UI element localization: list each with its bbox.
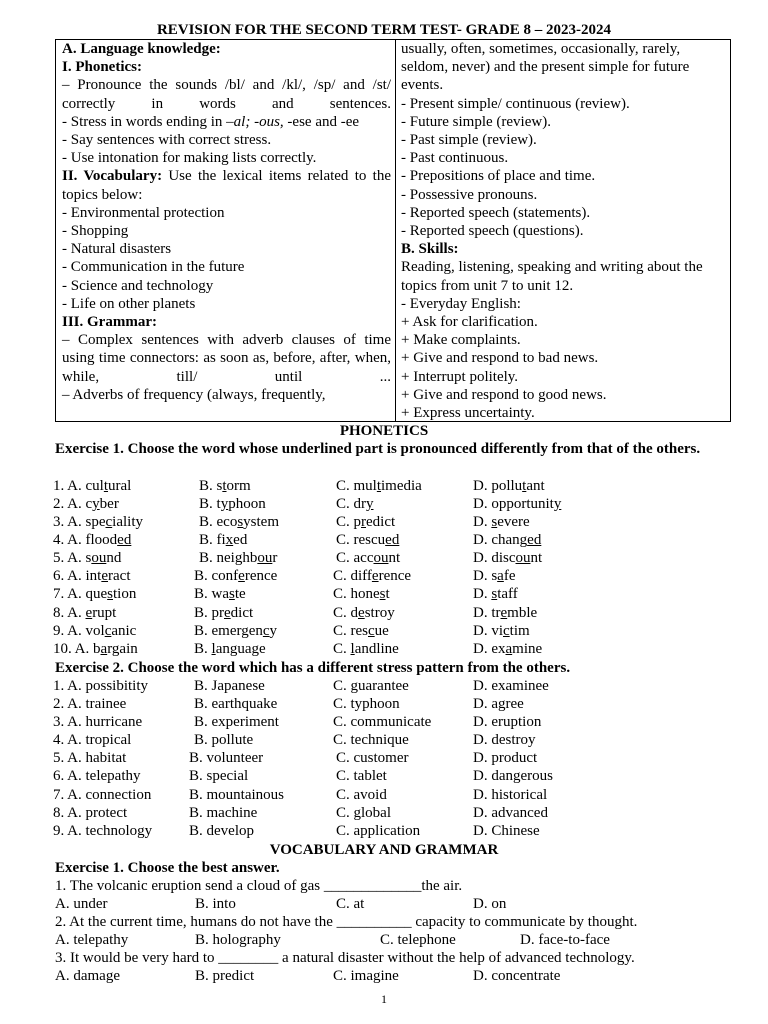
underlined-part: e [238, 568, 245, 584]
phonetics-section-heading: PHONETICS [339, 423, 429, 439]
underlined-part: c [262, 623, 270, 639]
option-a[interactable]: 9. A. technology [53, 823, 153, 839]
topic-item: - Environmental protection [62, 204, 225, 221]
option-b[interactable]: B. experiment [194, 714, 279, 730]
option-c[interactable]: C. destroy [333, 605, 395, 621]
option-d[interactable]: D. severe [473, 514, 530, 530]
option-b[interactable]: B. volunteer [189, 750, 264, 766]
option-d[interactable]: D. safe [473, 568, 516, 584]
option-b[interactable]: B. holography [195, 932, 281, 948]
option-b[interactable]: B. special [189, 768, 249, 784]
function-item: + Interrupt politely. [401, 368, 519, 385]
option-d[interactable]: D. pollutant [473, 478, 545, 494]
option-d[interactable]: D. advanced [473, 805, 548, 821]
underlined-part: t [376, 478, 382, 494]
option-c[interactable]: C. rescued [336, 532, 400, 548]
language-knowledge-heading: A. Language knowledge: [62, 41, 221, 57]
option-b[interactable]: B. mountainous [189, 787, 285, 803]
syllabus-right-column [396, 40, 730, 421]
option-a[interactable]: 3. A. hurricane [53, 714, 143, 730]
grammar-item: - Prepositions of place and time. [401, 168, 596, 185]
stress-question-row [53, 804, 753, 822]
topic-item: - Natural disasters [62, 241, 172, 258]
underlined-part: x [225, 532, 234, 548]
option-b[interactable]: B. storm [199, 478, 251, 494]
option-c[interactable]: C. landline [333, 641, 399, 657]
phonetics-exercise-2-title: Exercise 2. Choose the word which has a different stress pattern from the others. [55, 660, 571, 676]
question-1-options [53, 895, 753, 913]
grammar-point-2-continued: usually, often, sometimes, occasionally, rarely, seldom, never) and the present simple for future events. [401, 41, 690, 94]
option-c[interactable]: C. account [336, 550, 401, 566]
grammar-item: - Reported speech (statements). [401, 204, 591, 221]
underlined-part: a [497, 568, 504, 584]
option-a[interactable]: 3. A. speciality [53, 514, 143, 530]
option-c[interactable]: C. at [336, 896, 365, 912]
option-d[interactable]: D. changed [473, 532, 542, 548]
function-item: + Give and respond to good news. [401, 386, 607, 403]
topic-item: - Life on other planets [62, 295, 196, 312]
option-b[interactable]: B. typhoon [199, 496, 266, 512]
option-a[interactable]: 8. A. erupt [53, 605, 117, 621]
grammar-item: - Reported speech (questions). [401, 223, 584, 240]
underlined-part: c [503, 623, 510, 639]
underlined-part: s [491, 514, 498, 530]
grammar-item: - Past continuous. [401, 150, 509, 167]
phonetics-point-2: - Stress in words ending in –al; -ous, -ese and -ee [62, 113, 360, 130]
phonetics-question-row [53, 622, 753, 640]
underlined-part: ou [515, 550, 531, 566]
option-d[interactable]: D. product [473, 750, 538, 766]
topic-item: - Shopping [62, 223, 129, 240]
option-c[interactable]: C. customer [336, 750, 409, 766]
option-b[interactable]: B. fixed [199, 532, 248, 548]
option-c[interactable]: C. technique [333, 732, 409, 748]
option-d[interactable]: D. opportunity [473, 496, 562, 512]
stress-question-row [53, 786, 753, 804]
underlined-part: l [350, 641, 355, 657]
question-2-options [53, 931, 753, 949]
option-b[interactable]: B. machine [189, 805, 258, 821]
underlined-part: ou [373, 550, 389, 566]
underlined-part: s [491, 586, 498, 602]
underlined-part: a [505, 641, 513, 657]
underlined-part: e [85, 605, 93, 621]
skills-heading: B. Skills: [401, 241, 459, 258]
option-c[interactable]: C. honest [333, 586, 390, 602]
option-d[interactable]: D. discount [473, 550, 543, 566]
phonetics-question-row [53, 585, 753, 603]
grammar-point-1: – Complex sentences with adverb clauses of time using time connectors: as soon as, before, after, when, while, till/ until ... [62, 332, 391, 385]
underlined-part: ed [385, 532, 400, 548]
stress-question-row [53, 731, 753, 749]
phonetics-question-row [53, 513, 753, 531]
option-a[interactable]: 5. A. sound [53, 550, 122, 566]
phonetics-question-row [53, 604, 753, 622]
underlined-part: e [500, 605, 508, 621]
option-d[interactable]: D. dangerous [473, 768, 553, 784]
option-a[interactable]: 4. A. flooded [53, 532, 132, 548]
vocabulary-section-heading: VOCABULARY AND GRAMMAR [269, 842, 499, 858]
question-3: 3. It would be very hard to ________ a natural disaster without the help of advanced technology. [55, 950, 635, 966]
option-b[interactable]: B. Japanese [194, 678, 265, 694]
option-c[interactable]: C. multimedia [336, 478, 422, 494]
everyday-english: - Everyday English: [401, 295, 521, 312]
topic-item: - Science and technology [62, 277, 214, 294]
underlined-part: c [105, 514, 113, 530]
option-b[interactable]: B. waste [194, 586, 246, 602]
option-a[interactable]: 6. A. interact [53, 568, 131, 584]
option-b[interactable]: B. predict [195, 968, 255, 984]
option-a[interactable]: A. telepathy [55, 932, 129, 948]
underlined-part: e [101, 568, 109, 584]
option-c[interactable]: C. telephone [380, 932, 456, 948]
question-2: 2. At the current time, humans do not have the __________ capacity to communicate by thought. [55, 914, 638, 930]
phonetics-question-row [53, 531, 753, 549]
option-a[interactable]: 1. A. cultural [53, 478, 132, 494]
underlined-part: ed [527, 532, 542, 548]
grammar-item: - Possessive pronouns. [401, 186, 538, 203]
phonetics-question-row [53, 495, 753, 513]
option-d[interactable]: D. on [473, 896, 507, 912]
option-c[interactable]: C. dry [336, 496, 374, 512]
option-c[interactable]: C. application [336, 823, 421, 839]
question-3-options [53, 967, 753, 985]
underlined-part: y [553, 496, 562, 512]
function-item: + Give and respond to bad news. [401, 350, 599, 367]
phonetics-exercise-1-title: Exercise 1. Choose the word whose underlined part is pronounced differently from that of the others. [55, 441, 701, 457]
underlined-part: ed [117, 532, 132, 548]
option-c[interactable]: C. guarantee [333, 678, 409, 694]
grammar-item: - Past simple (review). [401, 132, 537, 149]
option-c[interactable]: C. difference [333, 568, 412, 584]
option-b[interactable]: B. pollute [194, 732, 254, 748]
option-c[interactable]: C. global [336, 805, 391, 821]
option-c[interactable]: C. rescue [333, 623, 389, 639]
function-item: + Express uncertainty. [401, 405, 535, 422]
option-b[interactable]: B. neighbour [199, 550, 278, 566]
underlined-part: t [522, 478, 527, 494]
option-a[interactable]: 8. A. protect [53, 805, 128, 821]
page-title: REVISION FOR THE SECOND TERM TEST- GRADE 8 – 2023-2024 [156, 22, 612, 38]
option-d[interactable]: D. historical [473, 787, 548, 803]
function-item: + Make complaints. [401, 332, 521, 349]
option-d[interactable]: D. face-to-face [520, 932, 610, 948]
stress-question-row [53, 767, 753, 785]
underlined-part: c [104, 623, 112, 639]
underlined-part: e [358, 605, 365, 621]
option-b[interactable]: B. develop [189, 823, 254, 839]
underlined-part: e [371, 568, 379, 584]
option-d[interactable]: D. examine [473, 641, 543, 657]
phonetics-point-3: - Say sentences with correct stress. [62, 132, 272, 149]
option-b[interactable]: B. into [195, 896, 236, 912]
option-d[interactable]: D. agree [473, 696, 524, 712]
option-c[interactable]: C. tablet [336, 768, 387, 784]
topic-item: - Communication in the future [62, 259, 245, 276]
phonetics-point-4: - Use intonation for making lists correctly. [62, 150, 317, 167]
option-a[interactable]: 7. A. connection [53, 787, 152, 803]
option-d[interactable]: D. concentrate [473, 968, 561, 984]
phonetics-question-row [53, 567, 753, 585]
option-a[interactable]: 4. A. tropical [53, 732, 132, 748]
underlined-part: a [100, 641, 108, 657]
option-a[interactable]: 6. A. telepathy [53, 768, 141, 784]
underlined-part: s [229, 586, 235, 602]
option-d[interactable]: D. Chinese [473, 823, 540, 839]
option-b[interactable]: B. emergency [194, 623, 278, 639]
underlined-part: s [107, 586, 114, 602]
phonetics-question-row [53, 549, 753, 567]
stress-question-row [53, 677, 753, 695]
underlined-part: e [224, 605, 231, 621]
grammar-item: - Future simple (review). [401, 113, 551, 130]
vocabulary-exercise-1-title: Exercise 1. Choose the best answer. [55, 860, 280, 876]
option-b[interactable]: B. conference [194, 568, 278, 584]
stress-question-row [53, 695, 753, 713]
underlined-part: y [220, 496, 229, 512]
option-d[interactable]: D. examinee [473, 678, 549, 694]
underlined-part: ou [91, 550, 107, 566]
option-a[interactable]: A. under [55, 896, 108, 912]
underlined-part: l [211, 641, 216, 657]
option-c[interactable]: C. imagine [333, 968, 399, 984]
option-a[interactable]: 2. A. trainee [53, 696, 127, 712]
option-a[interactable]: 7. A. question [53, 586, 137, 602]
option-b[interactable]: B. earthquake [194, 696, 278, 712]
underlined-part: r [361, 514, 367, 530]
option-c[interactable]: C. avoid [336, 787, 387, 803]
option-a[interactable]: 10. A. bargain [53, 641, 138, 657]
underlined-part: y [366, 496, 374, 512]
underlined-part: c [368, 623, 375, 639]
phonetics-question-row [53, 640, 753, 658]
underlined-part: t [222, 478, 227, 494]
stress-question-row [53, 749, 753, 767]
option-d[interactable]: D. tremble [473, 605, 538, 621]
option-c[interactable]: C. predict [336, 514, 396, 530]
grammar-heading: III. Grammar: [62, 314, 157, 331]
grammar-item: - Present simple/ continuous (review). [401, 95, 630, 112]
grammar-point-2: – Adverbs of frequency (always, frequently, [62, 386, 326, 403]
option-b[interactable]: B. predict [194, 605, 254, 621]
underlined-part: s [379, 586, 386, 602]
option-c[interactable]: C. communicate [333, 714, 432, 730]
question-1: 1. The volcanic eruption send a cloud of gas _____________the air. [55, 878, 463, 894]
vocabulary-intro: II. Vocabulary: Use the lexical items related to the topics below: [62, 168, 391, 203]
page-number: 1 [381, 992, 387, 1006]
option-d[interactable]: D. staff [473, 586, 518, 602]
option-c[interactable]: C. typhoon [333, 696, 400, 712]
underlined-part: y [92, 496, 100, 512]
syllabus-left-column [56, 40, 396, 421]
option-d[interactable]: D. eruption [473, 714, 542, 730]
phonetics-point-1: – Pronounce the sounds /bl/ and /kl/, /sp/ and /st/ correctly in words and sentences. [62, 77, 391, 112]
option-a[interactable]: 9. A. volcanic [53, 623, 137, 639]
option-b[interactable]: B. language [194, 641, 266, 657]
option-d[interactable]: D. victim [473, 623, 530, 639]
option-d[interactable]: D. destroy [473, 732, 536, 748]
option-a[interactable]: A. damage [55, 968, 120, 984]
stress-question-row [53, 713, 753, 731]
option-a[interactable]: 2. A. cyber [53, 496, 119, 512]
option-a[interactable]: 5. A. habitat [53, 750, 127, 766]
underlined-part: ou [257, 550, 273, 566]
underlined-part: t [103, 478, 109, 494]
function-item: + Ask for clarification. [401, 314, 538, 331]
syllabus-table [55, 39, 731, 422]
phonetics-question-row [53, 477, 753, 495]
skills-text: Reading, listening, speaking and writing about the topics from unit 7 to unit 12. [401, 259, 703, 294]
stress-question-row [53, 822, 753, 840]
phonetics-heading: I. Phonetics: [62, 59, 142, 76]
option-a[interactable]: 1. A. possibitity [53, 678, 149, 694]
option-b[interactable]: B. ecosystem [199, 514, 280, 530]
underlined-part: s [237, 514, 244, 530]
